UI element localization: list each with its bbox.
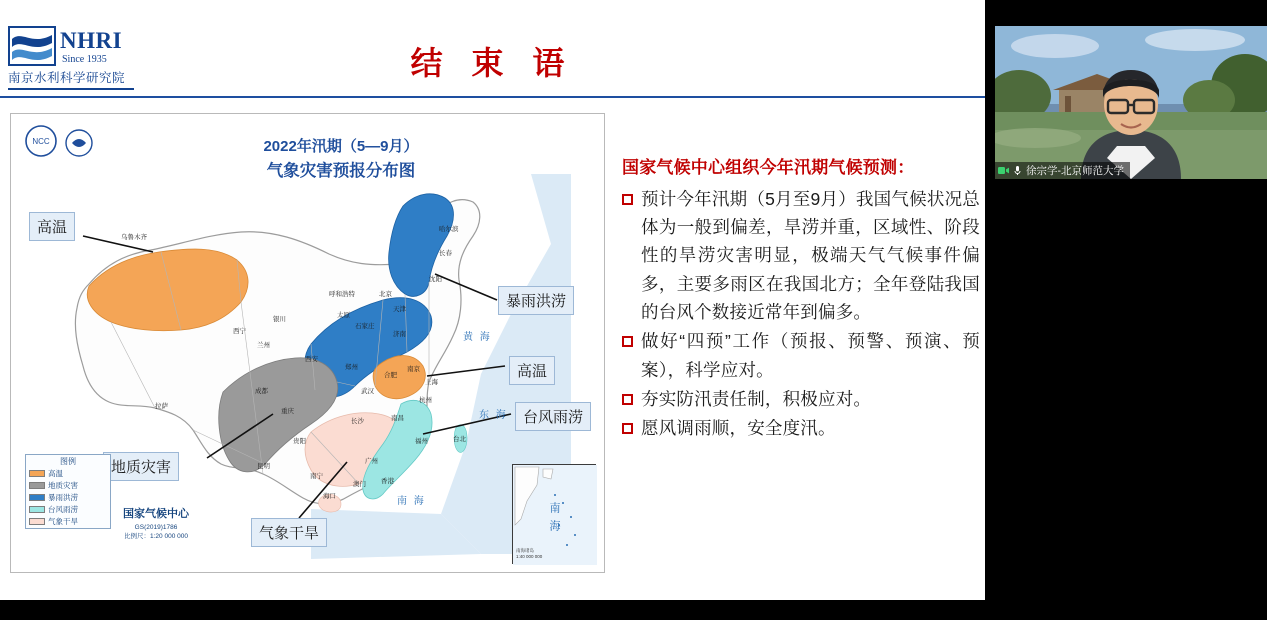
page-title: 结 束 语 — [410, 45, 575, 81]
city-label: 上海 — [425, 379, 438, 386]
participant-name-bar — [995, 162, 1130, 179]
legend-swatch-typhoon — [29, 506, 45, 513]
legend-item — [26, 492, 110, 504]
city-label: 杭州 — [419, 397, 432, 404]
city-label: 重庆 — [281, 408, 294, 415]
legend-item — [26, 504, 110, 516]
city-label: 银川 — [273, 316, 286, 323]
map-callout-high-temp-nw: 高温 — [29, 212, 75, 241]
city-label: 拉萨 — [155, 403, 168, 410]
map-callout-meteorological-drought: 气象干旱 — [251, 518, 327, 547]
svg-text:NCC: NCC — [32, 137, 50, 146]
legend-title: 图例 — [60, 457, 76, 466]
sea-label-east-china-sea: 东 海 — [479, 410, 508, 421]
city-label: 天津 — [393, 306, 406, 313]
inset-footnote — [516, 548, 542, 562]
content-lead-text: 国家气候中心组织今年汛期气候预测： — [622, 158, 915, 177]
legend-item — [26, 516, 110, 528]
legend-label: 地质灾害 — [48, 481, 78, 490]
bullet-text: 夯实防汛责任制，积极应对。 — [641, 388, 872, 409]
city-label: 西宁 — [233, 328, 246, 335]
map-credit-name: 国家气候中心 — [123, 508, 189, 520]
participant-name-label: 徐宗学-北京师范大学 — [1026, 165, 1124, 177]
city-label: 长春 — [439, 250, 452, 257]
sea-label-yellow-sea: 黄 海 — [463, 332, 492, 343]
map-callout-typhoon-rain-flood: 台风雨涝 — [515, 402, 591, 431]
city-label: 成都 — [255, 388, 268, 395]
bullet-item — [622, 185, 980, 327]
map-inset-south-china-sea — [512, 464, 596, 564]
map-callout-rainstorm-flood: 暴雨洪涝 — [498, 286, 574, 315]
map-legend — [25, 454, 111, 529]
bullet-item — [622, 327, 980, 384]
city-label: 济南 — [393, 331, 406, 338]
city-label: 贵阳 — [293, 438, 306, 445]
bullet-text: 愿风调雨顺，安全度汛。 — [641, 418, 836, 439]
logo-english-text: NHRI — [60, 28, 123, 53]
city-label: 武汉 — [361, 388, 374, 395]
legend-swatch-high-temp — [29, 470, 45, 477]
climate-hazard-forecast-map — [10, 113, 605, 573]
city-label: 南京 — [407, 366, 420, 373]
city-label: 沈阳 — [429, 276, 442, 283]
city-label: 郑州 — [345, 364, 358, 371]
map-credit — [123, 506, 189, 542]
participant-video-tile[interactable] — [995, 26, 1267, 179]
microphone-icon — [1012, 165, 1023, 176]
bullet-item — [622, 414, 980, 442]
bullet-item — [622, 385, 980, 413]
sea-label-south-china-sea: 南 海 — [397, 496, 426, 507]
map-callout-high-temp-e: 高温 — [509, 356, 555, 385]
logo-since-text: Since 1935 — [62, 54, 107, 65]
city-label: 台北 — [453, 436, 466, 443]
legend-label: 暴雨洪涝 — [48, 493, 78, 502]
map-callout-geological-hazard: 地质灾害 — [103, 452, 179, 481]
city-label: 福州 — [415, 438, 428, 445]
legend-label: 高温 — [48, 469, 63, 478]
video-frame — [995, 26, 1267, 179]
city-label: 呼和浩特 — [329, 291, 355, 298]
map-credit-code: GS(2019)1786 — [134, 523, 178, 531]
city-label: 南昌 — [391, 415, 404, 422]
legend-swatch-drought — [29, 518, 45, 525]
slide-content-column — [622, 155, 980, 444]
slide-header — [0, 0, 985, 98]
legend-label: 气象干旱 — [48, 517, 78, 526]
map-credit-scale: 比例尺：1:20 000 000 — [124, 533, 188, 541]
city-label: 哈尔滨 — [439, 226, 459, 233]
bullet-square-icon — [622, 336, 633, 347]
city-label: 长沙 — [351, 418, 364, 425]
city-label: 北京 — [379, 291, 392, 298]
map-title — [226, 136, 456, 183]
inset-foot-line2: 1:40 000 000 — [516, 554, 543, 560]
city-label: 石家庄 — [355, 323, 375, 330]
city-label: 海口 — [323, 493, 336, 500]
bullet-text: 预计今年汛期（5月至9月）我国气候状况总体为一般到偏差，旱涝并重，区域性、阶段性的旱涝灾害明显，极端天气气候事件偏多，主要多雨区在我国北方；全年登陆我国的台风个数接近常年到偏多。 — [641, 188, 980, 322]
map-title-line1: 2022年汛期（5—9月） — [263, 138, 419, 155]
camera-icon — [998, 165, 1009, 176]
bullet-square-icon — [622, 394, 633, 405]
legend-swatch-rainstorm — [29, 494, 45, 501]
city-label: 广州 — [365, 458, 378, 465]
city-label: 太原 — [337, 312, 350, 319]
inset-foot-line1: 南海诸岛 — [516, 547, 534, 553]
city-label: 香港 — [381, 478, 394, 485]
bullet-square-icon — [622, 423, 633, 434]
city-label: 南宁 — [310, 473, 323, 480]
legend-label: 台风雨涝 — [48, 505, 78, 514]
bullet-square-icon — [622, 194, 633, 205]
inset-label: 南 海 — [548, 502, 560, 534]
city-label: 合肥 — [384, 372, 397, 379]
map-title-line2: 气象灾害预报分布图 — [266, 161, 416, 180]
city-label: 兰州 — [257, 342, 270, 349]
city-label: 昆明 — [257, 463, 270, 470]
legend-item — [26, 480, 110, 492]
city-label: 西安 — [305, 356, 318, 363]
bullet-text: 做好“四预”工作（预报、预警、预演、预案），科学应对。 — [641, 331, 980, 380]
city-label: 乌鲁木齐 — [121, 234, 147, 241]
legend-item — [26, 468, 110, 480]
logo-chinese-text: 南京水利科学研究院 — [8, 68, 134, 90]
legend-swatch-geological — [29, 482, 45, 489]
city-label: 澳门 — [353, 481, 366, 488]
